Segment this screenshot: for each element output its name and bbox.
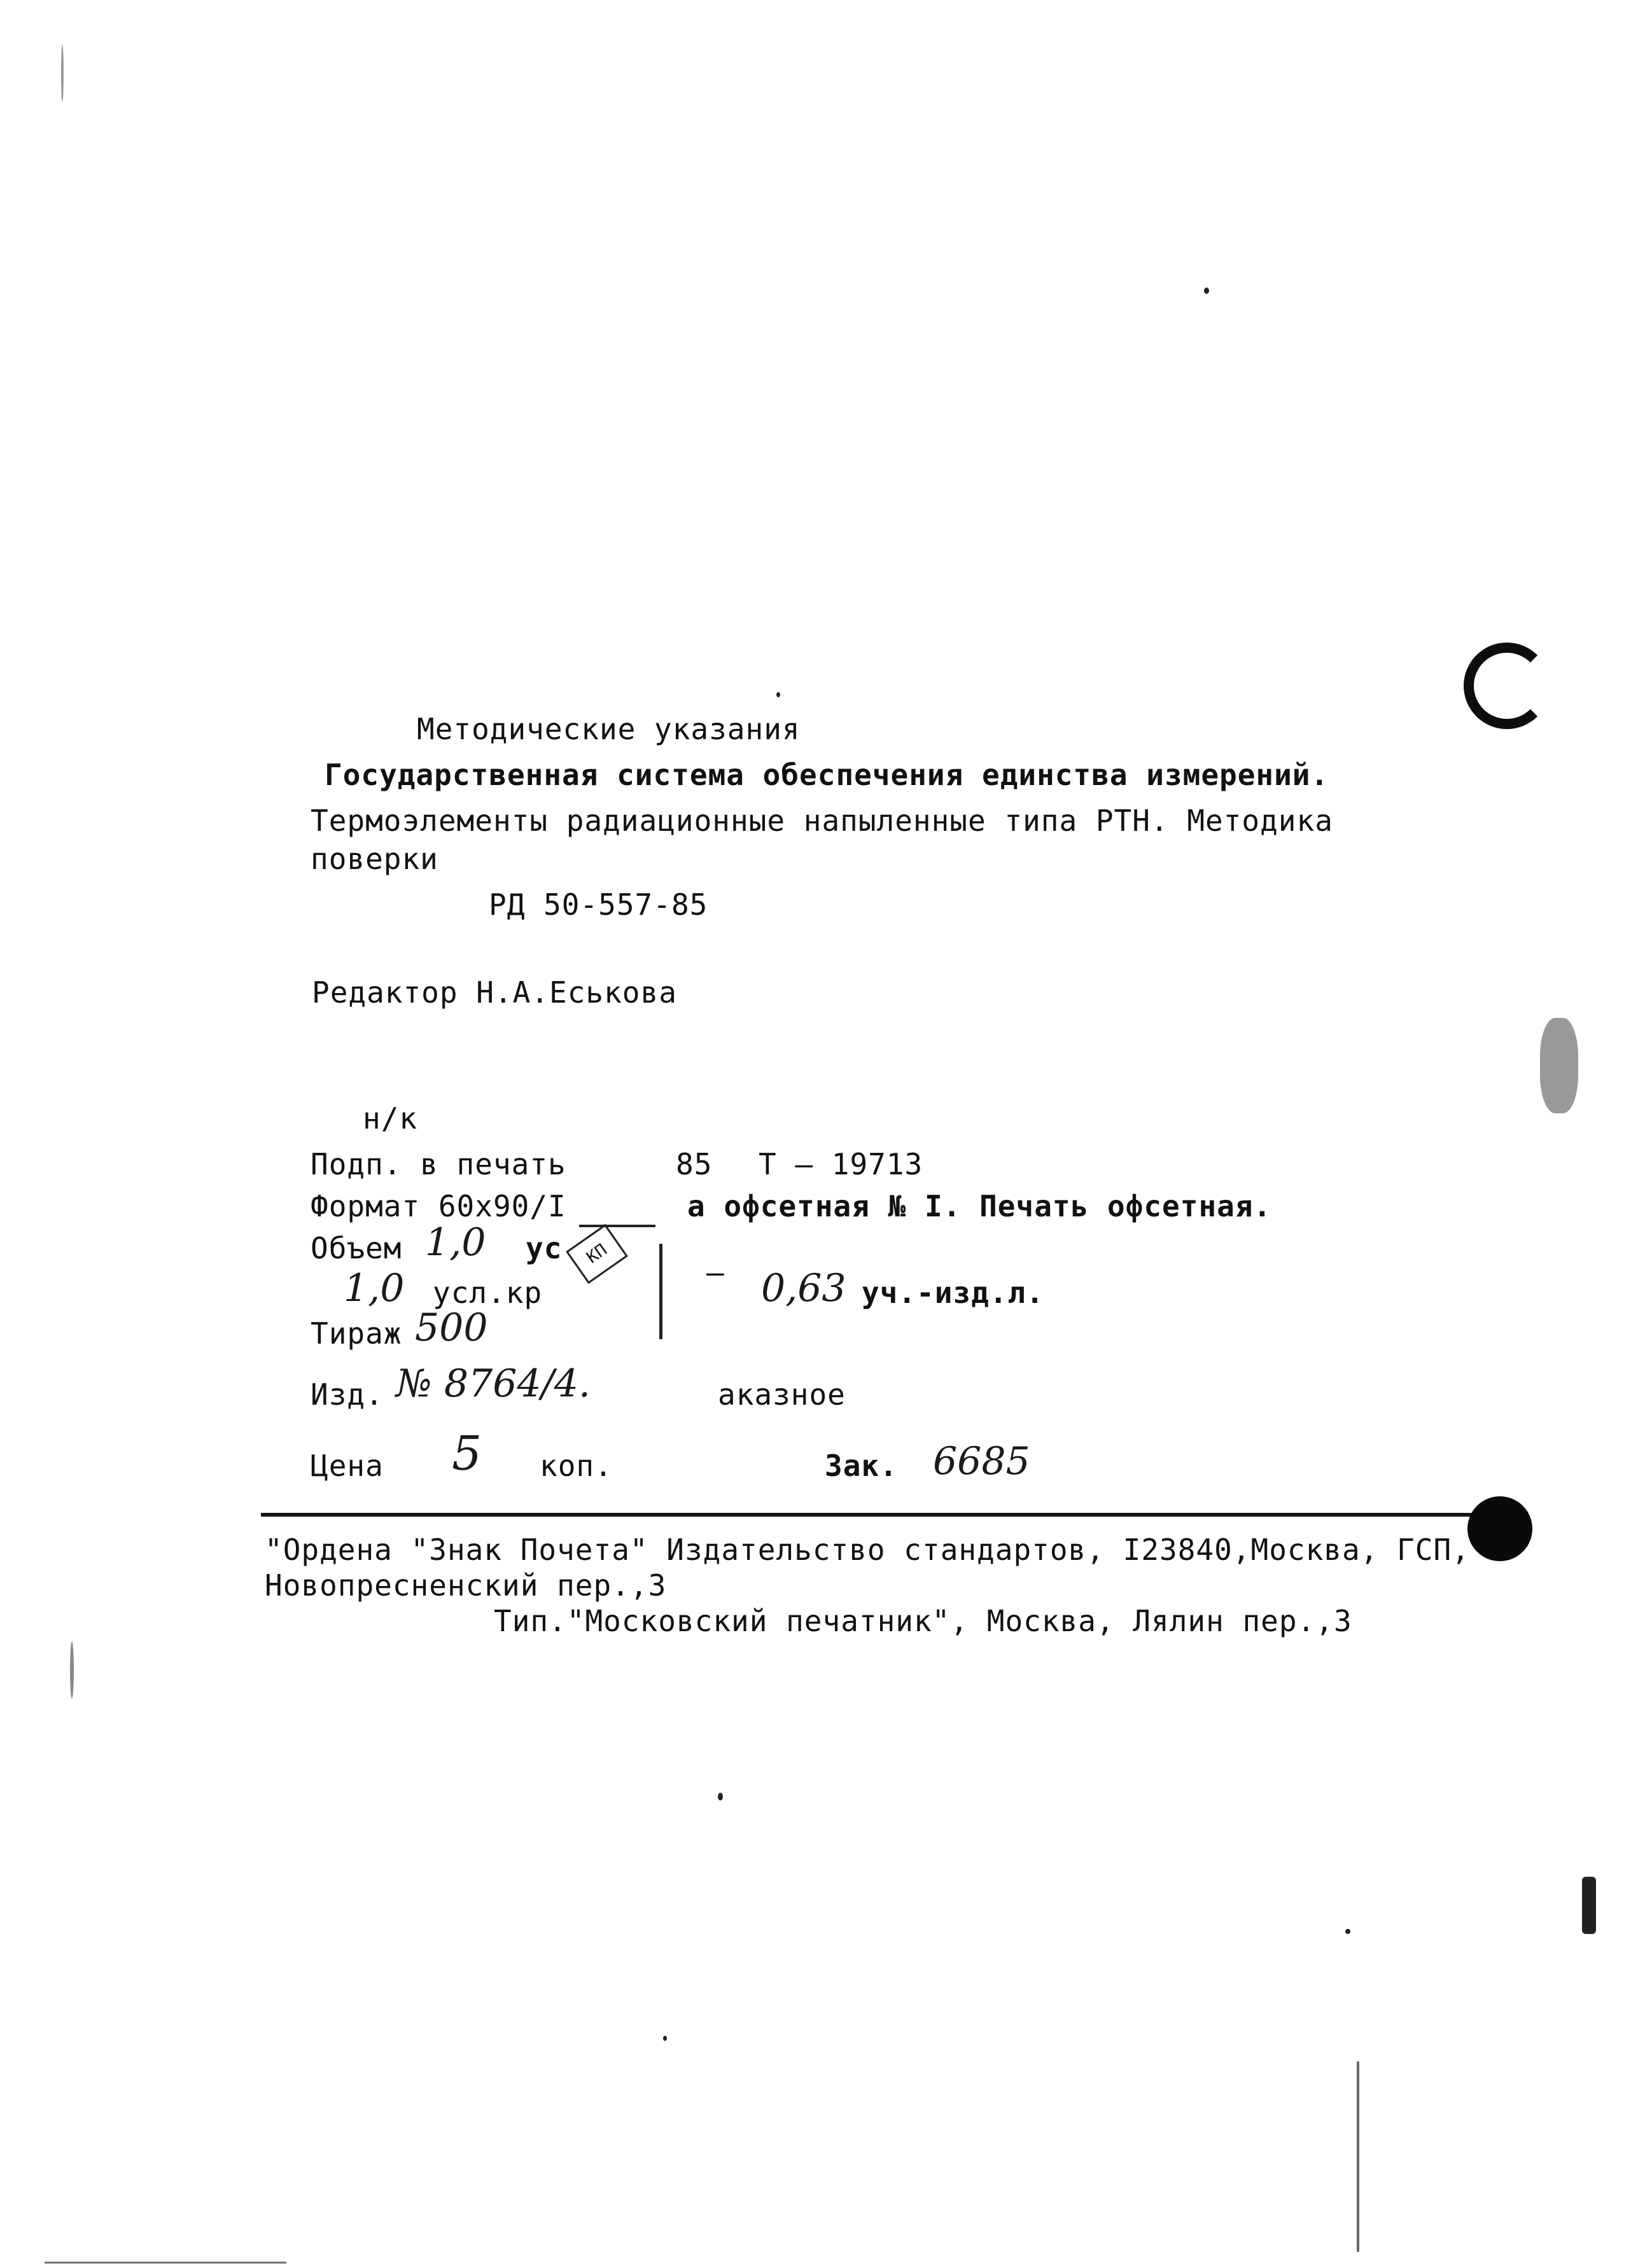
- print-run-value: 500: [415, 1305, 488, 1350]
- title-line-2: Термоэлементы радиационные напыленные типа РТН. Методика: [311, 804, 1333, 838]
- heading: Методические указания: [417, 712, 801, 746]
- volume2-unit: усл.кр: [433, 1276, 543, 1310]
- volume-value: 1,0: [425, 1220, 486, 1265]
- speck: [1357, 2061, 1359, 2252]
- edition-value: 0,63: [761, 1266, 846, 1311]
- dash-mark: —: [706, 1255, 725, 1290]
- nk-mark: н/к: [363, 1101, 418, 1136]
- issue-value: № 8764/4.: [396, 1361, 591, 1406]
- bottom-rule: [45, 2262, 286, 2264]
- speck: [1204, 288, 1209, 294]
- title-line-1: Государственная система обеспечения единства измерений.: [325, 758, 1329, 792]
- volume-unit: ус: [526, 1231, 563, 1265]
- format-prefix: Формат 60x90/I: [311, 1189, 566, 1223]
- volume2-value: 1,0: [344, 1266, 405, 1311]
- speck: [1345, 1929, 1350, 1934]
- speck: [1582, 1877, 1596, 1934]
- signed-year: 85: [676, 1147, 713, 1181]
- price-label: Цена: [311, 1449, 384, 1483]
- editor-line: Редактор Н.А.Еськова: [312, 975, 677, 1010]
- signed-number: Т — 19713: [759, 1147, 923, 1181]
- speck: [663, 2036, 667, 2041]
- document-code: РД 50-557-85: [489, 887, 708, 922]
- ink-blot-ring: [1464, 643, 1550, 729]
- order-type: аказное: [718, 1377, 846, 1412]
- speck: [70, 1641, 74, 1699]
- speck: [776, 692, 780, 697]
- printer-line: Тип."Московский печатник", Москва, Лялин пер.,3: [494, 1604, 1352, 1638]
- price-unit: коп.: [540, 1449, 613, 1483]
- format-suffix: а офсетная № I. Печать офсетная.: [687, 1189, 1272, 1223]
- publisher-line-1: "Ордена "Знак Почета" Издательство стандартов, I23840,Москва, ГСП,: [265, 1533, 1470, 1567]
- format-dash: [579, 1225, 655, 1227]
- order-value: 6685: [933, 1439, 1030, 1484]
- publisher-rule: [261, 1513, 1521, 1517]
- speck: [1540, 1018, 1578, 1113]
- kp-stamp: КП: [566, 1224, 628, 1284]
- title-line-3: поверки: [311, 842, 438, 876]
- publisher-line-2: Новопресненский пер.,3: [265, 1568, 667, 1603]
- signed-prefix: Подп. в печать: [311, 1147, 566, 1181]
- separator-bar: [659, 1244, 662, 1339]
- print-run-label: Тираж: [311, 1316, 402, 1351]
- order-label: Зак.: [825, 1449, 898, 1483]
- speck: [61, 45, 64, 102]
- price-value: 5: [452, 1426, 482, 1481]
- speck: [718, 1793, 723, 1800]
- volume-label: Объем: [311, 1231, 402, 1265]
- issue-label: Изд.: [311, 1377, 384, 1412]
- ink-blot-dot: [1467, 1496, 1532, 1561]
- edition-unit: уч.-изд.л.: [862, 1276, 1044, 1310]
